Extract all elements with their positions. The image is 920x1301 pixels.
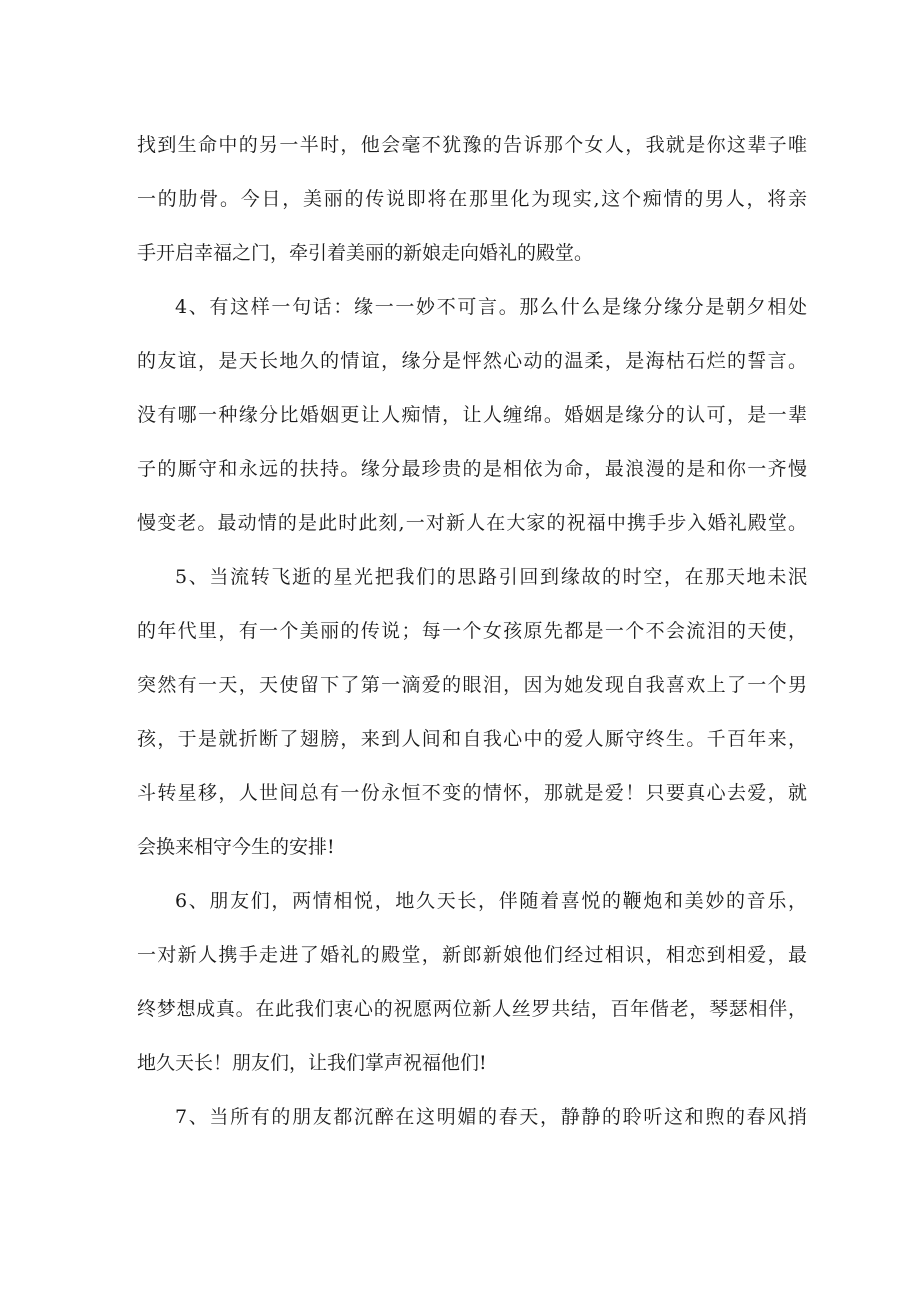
text-line: 突然有一天，天使留下了第一滴爱的眼泪，因为她发现自我喜欢上了一个男 [137, 674, 807, 696]
text-line: 7、当所有的朋友都沉醉在这明媚的春天，静静的聆听这和煦的春风捎 [175, 1106, 807, 1128]
text-line: 地久天长！朋友们，让我们掌声祝福他们! [137, 1052, 487, 1074]
text-line: 4、有这样一句话：缘一一妙不可言。那么什么是缘分缘分是朝夕相处 [175, 296, 807, 318]
text-line: 6、朋友们，两情相悦，地久天长，伴随着喜悦的鞭炮和美妙的音乐， [175, 890, 807, 912]
text-line: 5、当流转飞逝的星光把我们的思路引回到缘故的时空，在那天地未泯 [175, 566, 807, 588]
text-line: 的年代里，有一个美丽的传说；每一个女孩原先都是一个不会流泪的天使， [137, 620, 807, 642]
text-line: 没有哪一种缘分比婚姻更让人痴情，让人缠绵。婚姻是缘分的认可，是一辈 [137, 404, 807, 426]
text-line: 一的肋骨。今日，美丽的传说即将在那里化为现实,这个痴情的男人，将亲 [137, 188, 807, 210]
paragraph-continuation [137, 118, 807, 280]
paragraph-item-5 [137, 550, 807, 874]
text-line: 找到生命中的另一半时，他会毫不犹豫的告诉那个女人，我就是你这辈子唯 [137, 134, 807, 156]
text-line: 手开启幸福之门，牵引着美丽的新娘走向婚礼的殿堂。 [137, 242, 594, 264]
paragraph-item-4 [137, 280, 807, 550]
text-line: 斗转星移，人世间总有一份永恒不变的情怀，那就是爱！只要真心去爱，就 [137, 782, 807, 804]
text-line: 子的厮守和永远的扶持。缘分最珍贵的是相依为命，最浪漫的是和你一齐慢 [137, 458, 807, 480]
paragraph-item-7 [137, 1090, 807, 1144]
text-line: 一对新人携手走进了婚礼的殿堂，新郎新娘他们经过相识，相恋到相爱，最 [137, 944, 807, 966]
text-line: 孩，于是就折断了翅膀，来到人间和自我心中的爱人厮守终生。千百年来， [137, 728, 807, 750]
text-line: 慢变老。最动情的是此时此刻,一对新人在大家的祝福中携手步入婚礼殿堂。 [137, 512, 807, 534]
text-line: 会换来相守今生的安排! [137, 836, 335, 858]
paragraph-item-6 [137, 874, 807, 1090]
text-line: 终梦想成真。在此我们衷心的祝愿两位新人丝罗共结，百年偕老，琴瑟相伴， [137, 998, 807, 1020]
document-body [137, 118, 807, 1144]
text-line: 的友谊，是天长地久的情谊，缘分是怦然心动的温柔，是海枯石烂的誓言。 [137, 350, 807, 372]
